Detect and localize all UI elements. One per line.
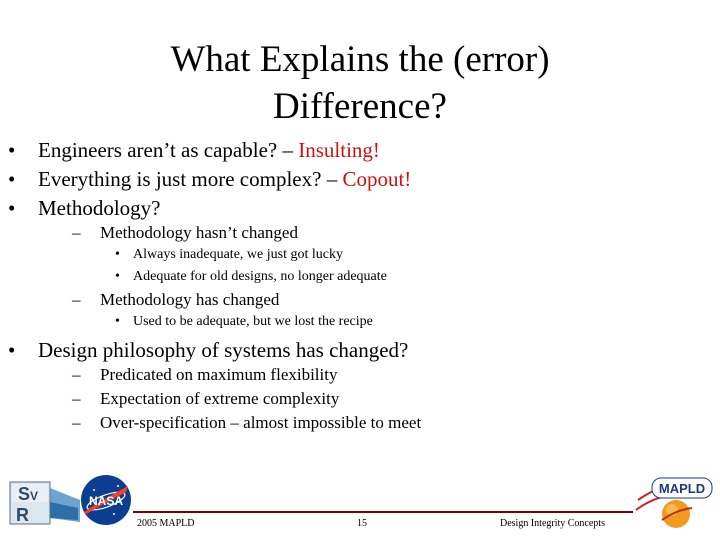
svg-text:S: S (18, 484, 31, 504)
svg-text:R: R (16, 505, 29, 525)
bullet-icon: • (115, 247, 120, 262)
footer-left: 2005 MAPLD (137, 518, 195, 529)
bullet-engineers (8, 138, 380, 162)
mapld-logo (632, 470, 716, 534)
nasa-wordmark: NASA (88, 494, 124, 508)
sub-bullet-changed (72, 290, 280, 310)
dash-icon: – (72, 365, 81, 384)
bullet-icon: • (8, 196, 16, 220)
bullet-text: Engineers aren’t as capable? – (38, 138, 299, 162)
sub-bullet-text: Methodology has changed (100, 290, 280, 309)
sub-bullet-text: Expectation of extreme complexity (100, 389, 340, 408)
dash-icon: – (72, 413, 81, 432)
sub-bullet-design (72, 365, 338, 385)
footer-page-number: 15 (357, 518, 367, 529)
bullet-text: Methodology? (38, 196, 161, 220)
footer-rule (133, 511, 633, 513)
sub-sub-bullet-text: Adequate for old designs, no longer adequate (133, 269, 387, 284)
sub-bullet-unchanged (72, 223, 298, 243)
bullet-methodology (8, 196, 161, 220)
sub-sub-bullet (115, 246, 343, 264)
sub-bullet-design (72, 389, 340, 409)
bullet-text: Design philosophy of systems has changed? (38, 338, 409, 362)
sub-bullet-text: Predicated on maximum flexibility (100, 365, 338, 384)
nasa-logo (80, 474, 132, 526)
sub-bullet-design (72, 413, 422, 433)
dash-icon: – (72, 223, 81, 242)
svr-logo (8, 478, 80, 528)
bullet-text: Everything is just more complex? – (38, 167, 343, 191)
sub-sub-bullet (115, 268, 387, 286)
mapld-wordmark: MAPLD (658, 481, 706, 496)
dash-icon: – (72, 290, 81, 309)
bullet-icon: • (8, 167, 16, 191)
bullet-emphasis: Copout! (342, 167, 412, 191)
bullet-emphasis: Insulting! (298, 138, 380, 162)
sub-sub-bullet-text: Used to be adequate, but we lost the recipe (133, 314, 373, 329)
svg-text:V: V (30, 489, 39, 503)
sub-bullet-text: Over-specification – almost impossible to meet (100, 413, 422, 432)
sub-sub-bullet (115, 313, 373, 331)
bullet-icon: • (115, 269, 120, 284)
bullet-complexity (8, 167, 412, 191)
dash-icon: – (72, 389, 81, 408)
bullet-icon: • (8, 338, 16, 362)
footer-right: Design Integrity Concepts (500, 518, 605, 529)
bullet-icon: • (8, 138, 16, 162)
bullet-design-philosophy (8, 338, 409, 362)
bullet-icon: • (115, 314, 120, 329)
slide-title: What Explains the (error) Difference? (170, 39, 550, 127)
sub-sub-bullet-text: Always inadequate, we just got lucky (133, 247, 343, 262)
sub-bullet-text: Methodology hasn’t changed (100, 223, 298, 242)
